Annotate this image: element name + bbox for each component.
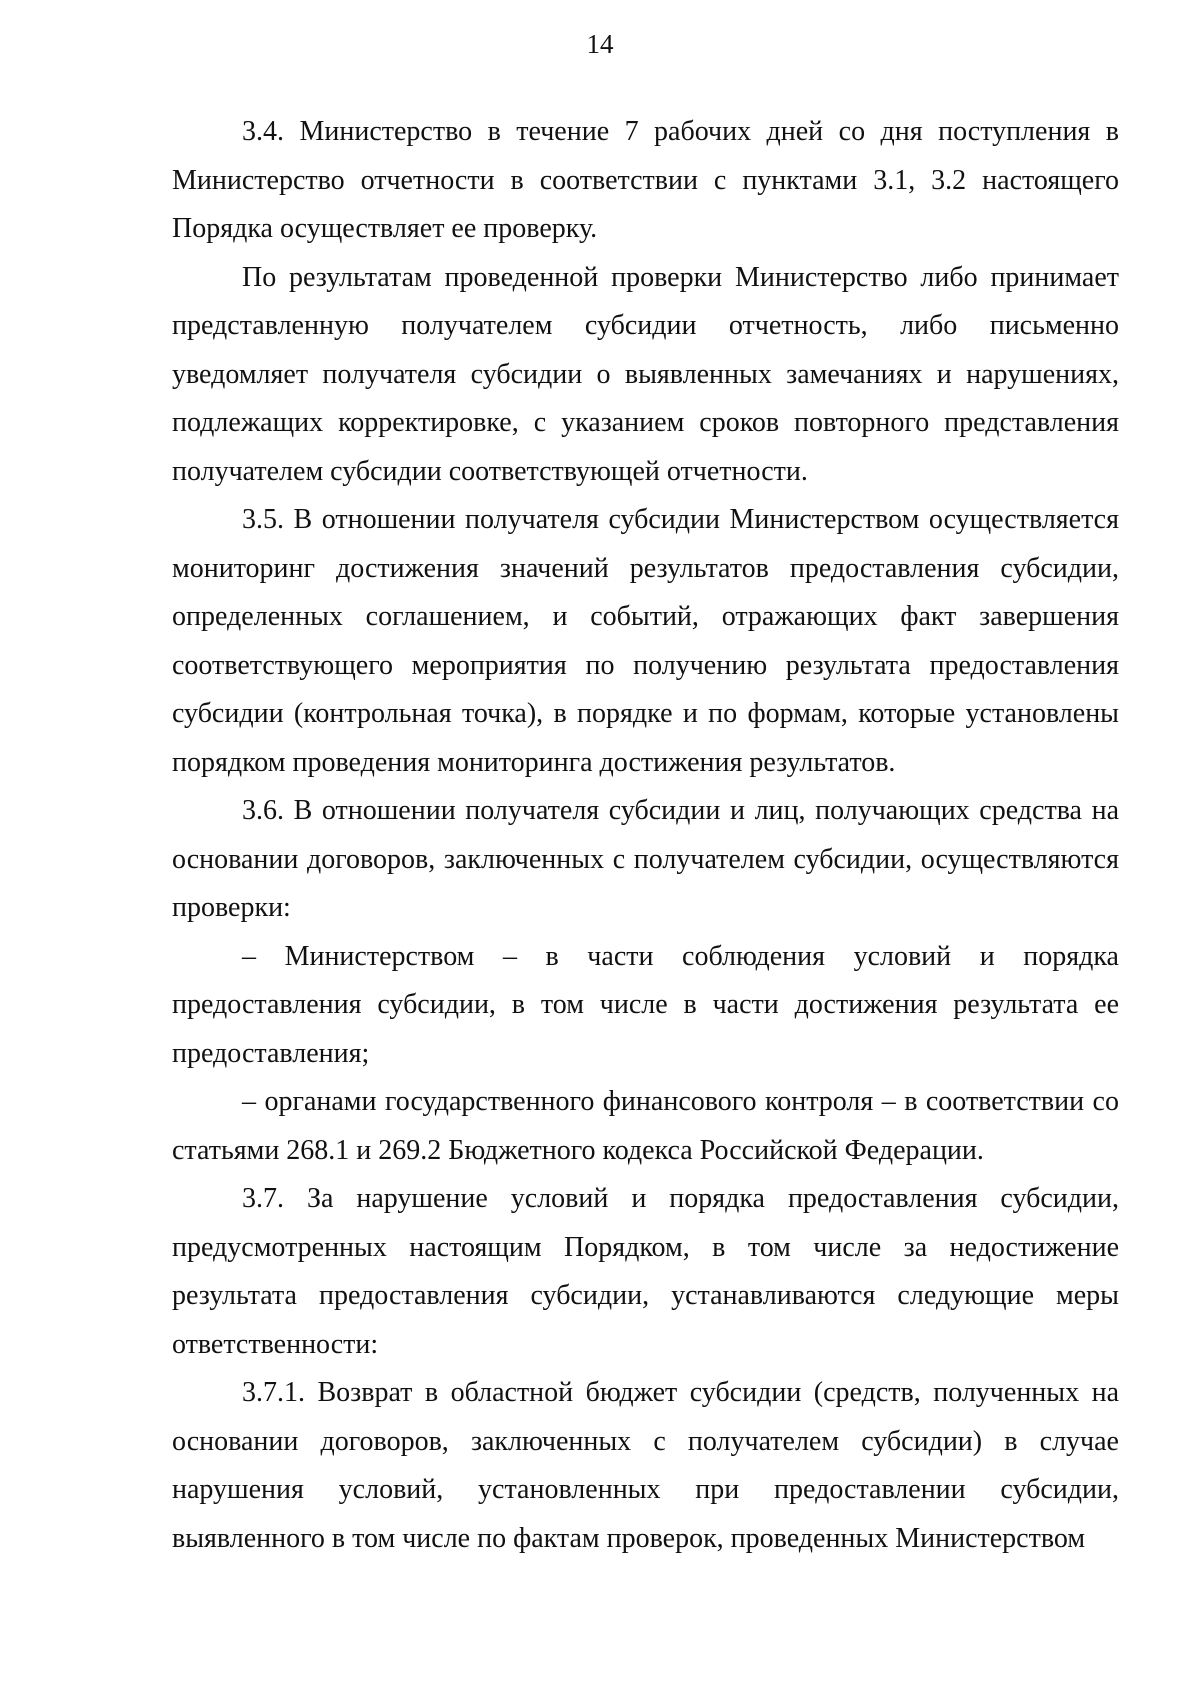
list-item-financial-control: – органами государственного финансового контроля – в соответствии со статьями 268.1 и 269.2 Бюджетного кодекса Российской Федерации. — [172, 1086, 1119, 1166]
paragraph-3-7-1: 3.7.1. Возврат в областной бюджет субсидии (средств, полученных на основании договоров, заключенных с получателем субсидии) в случае нарушения условий, установленных при предоставлении субсидии, выявленного в том числе по фактам проверок, проведенных Министерством — [172, 1377, 1119, 1554]
paragraph-3-6: 3.6. В отношении получателя субсидии и лиц, получающих средства на основании договоров, заключенных с получателем субсидии, осуществляются проверки: — [172, 795, 1119, 923]
paragraph-verification-results: По результатам проведенной проверки Министерство либо принимает представленную получателем субсидии отчетность, либо письменно уведомляет получателя субсидии о выявленных замечаниях и нарушениях, подлежащих корректировке, с указанием сроков повторного представления получателем субсидии соответствующей отчетности. — [172, 261, 1119, 487]
paragraph-3-4: 3.4. Министерство в течение 7 рабочих дней со дня поступления в Министерство отчетности в соответствии с пунктами 3.1, 3.2 настоящего Порядка осуществляет ее проверку. — [172, 116, 1119, 244]
document-body — [172, 108, 1119, 1563]
paragraph-3-5: 3.5. В отношении получателя субсидии Министерством осуществляется мониторинг достижения значений результатов предоставления субсидии, определенных соглашением, и событий, отражающих факт завершения соответствующего мероприятия по получению результата предоставления субсидии (контрольная точка), в порядке и по формам, которые установлены порядком проведения мониторинга достижения результатов. — [172, 504, 1119, 778]
paragraph-3-7: 3.7. За нарушение условий и порядка предоставления субсидии, предусмотренных настоящим Порядком, в том числе за недостижение результата предоставления субсидии, устанавливаются следующие меры ответственности: — [172, 1183, 1119, 1360]
list-item-ministry-check: – Министерством – в части соблюдения условий и порядка предоставления субсидии, в том числе в части достижения результата ее предоставления; — [172, 940, 1119, 1069]
page-number: 14 — [586, 29, 614, 59]
